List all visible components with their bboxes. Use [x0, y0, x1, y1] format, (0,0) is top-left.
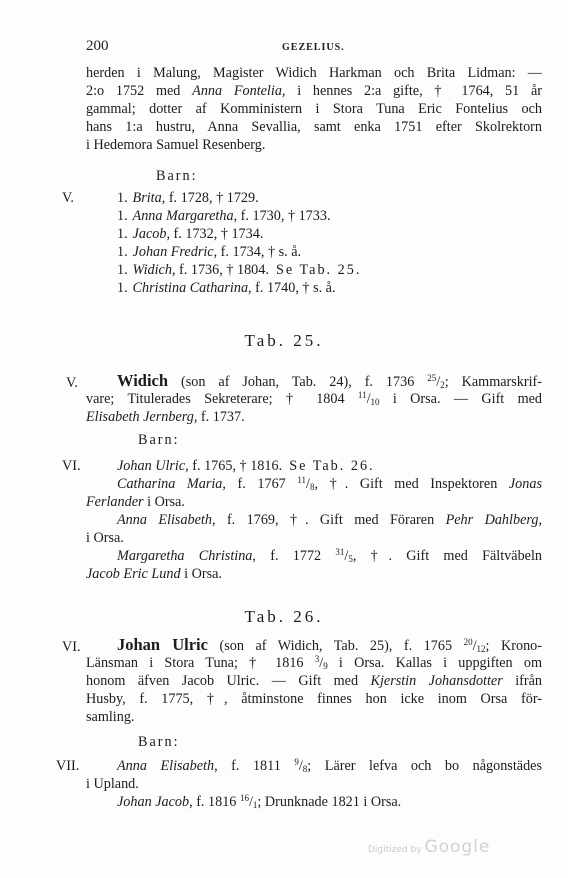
tab25-line-2: vare; Titulerades Sekreterare; † 1804 $^{11}/_{10}$ i Orsa. — Gift med — [86, 390, 542, 407]
generation-marker-v: V. — [62, 190, 74, 206]
intro-line-2: 2:o 1752 med Anna Fontelia, i hennes 2:a gifte, † 1764, 51 år — [86, 83, 542, 99]
child-row-johan-fredric: 1. Johan Fredric, f. 1734, † s. å. — [117, 244, 302, 260]
tab25-child-margaretha-christina: Margaretha Christina, f. 1772 $^{31}/_5$, †. Gift med Fältväbeln — [117, 547, 542, 564]
tab25-line-1: Widich (son af Johan, Tab. 24), f. 1736 $^{25}/_2$; Kammarskrif- — [117, 371, 542, 390]
wife-name: Anna Fontelia — [192, 83, 282, 99]
tab25-child-margaretha-christina-cont: Jacob Eric Lund i Orsa. — [86, 566, 222, 582]
tab26-line-4: Husby, f. 1775, †, åtminstone finnes hon icke inom Orsa för- — [86, 691, 542, 707]
child-row-widich: 1. Widich, f. 1736, † 1804. Se Tab. 25. — [117, 262, 362, 278]
tab26-child-johan-jacob: Johan Jacob, f. 1816 $^{16}/_1$; Drunknade 1821 i Orsa. — [117, 793, 402, 810]
tab26-person-name: Johan Ulric — [117, 635, 208, 654]
digitized-watermark: Digitized by Google — [368, 837, 491, 857]
see-tab-25: Se Tab. 25. — [276, 262, 362, 278]
tab25-line-3: Elisabeth Jernberg, f. 1737. — [86, 409, 245, 425]
google-logo: Google — [424, 837, 491, 857]
child-row-anna-margaretha: 1. Anna Margaretha, f. 1730, † 1733. — [117, 208, 331, 224]
intro-line-3: gammal; dotter af Komministern i Stora Tuna Eric Fontelius och — [86, 101, 542, 117]
tab25-child-catharina-maria: Catharina Maria, f. 1767 $^{11}/_8$, †. Gift med Inspektoren Jonas — [117, 475, 542, 492]
tab26-line-3: honom äfven Jacob Ulric. — Gift med Kjerstin Johansdotter ifrån — [86, 673, 542, 689]
tab26-line-5: samling. — [86, 709, 135, 725]
tab25-person-name: Widich — [117, 371, 169, 390]
tab25-child-anna-elisabeth: Anna Elisabeth, f. 1769, †. Gift med Föraren Pehr Dahlberg, — [117, 512, 542, 528]
tab26-line-2: Länsman i Stora Tuna; † 1816 $^3/_9$ i Orsa. Kallas i uppgiften om — [86, 654, 543, 671]
generation-marker-vi-tab26: VI. — [62, 639, 81, 655]
generation-marker-vi: VI. — [62, 458, 81, 474]
child-row-brita: 1. Brita, f. 1728, † 1729. — [117, 190, 259, 206]
child-row-christina-catharina: 1. Christina Catharina, f. 1740, † s. å. — [117, 280, 336, 296]
tab25-child-johan-ulric: Johan Ulric, f. 1765, † 1816. Se Tab. 26. — [117, 458, 375, 474]
tab-25-heading: Tab. 25. — [244, 331, 324, 350]
barn-label-1: Barn: — [156, 168, 198, 184]
tab26-spouse-name: Kjerstin Johansdotter — [370, 673, 503, 689]
tab26-child-anna-elisabeth: Anna Elisabeth, f. 1811 $^9/_8$; Lärer lefva och bo någonstädes — [117, 757, 542, 774]
child-row-jacob: 1. Jacob, f. 1732, † 1734. — [117, 226, 264, 242]
see-tab-26: Se Tab. 26. — [289, 458, 375, 474]
barn-label-2: Barn: — [138, 432, 180, 448]
running-title: GEZELIUS. — [282, 42, 345, 53]
tab-26-heading: Tab. 26. — [244, 607, 324, 626]
tab25-spouse-name: Elisabeth Jernberg — [86, 409, 194, 425]
generation-marker-vii: VII. — [56, 758, 80, 774]
tab26-line-1: Johan Ulric (son af Widich, Tab. 25), f. 1765 $^{20}/_{12}$; Krono- — [117, 635, 542, 654]
page-number: 200 — [86, 38, 109, 54]
tab26-child-anna-elisabeth-cont: i Upland. — [86, 776, 139, 792]
tab25-child-anna-elisabeth-cont: i Orsa. — [86, 530, 124, 546]
generation-marker-v-tab25: V. — [66, 375, 78, 391]
intro-line-4: hans 1:a hustru, Anna Sevallia, samt enka 1751 efter Skolrektorn — [86, 119, 542, 135]
tab25-child-catharina-maria-cont: Ferlander i Orsa. — [86, 494, 185, 510]
intro-line-1: herden i Malung, Magister Widich Harkman och Brita Lidman: — — [86, 65, 542, 81]
barn-label-3: Barn: — [138, 734, 180, 750]
intro-line-5: i Hedemora Samuel Resenberg. — [86, 137, 266, 153]
